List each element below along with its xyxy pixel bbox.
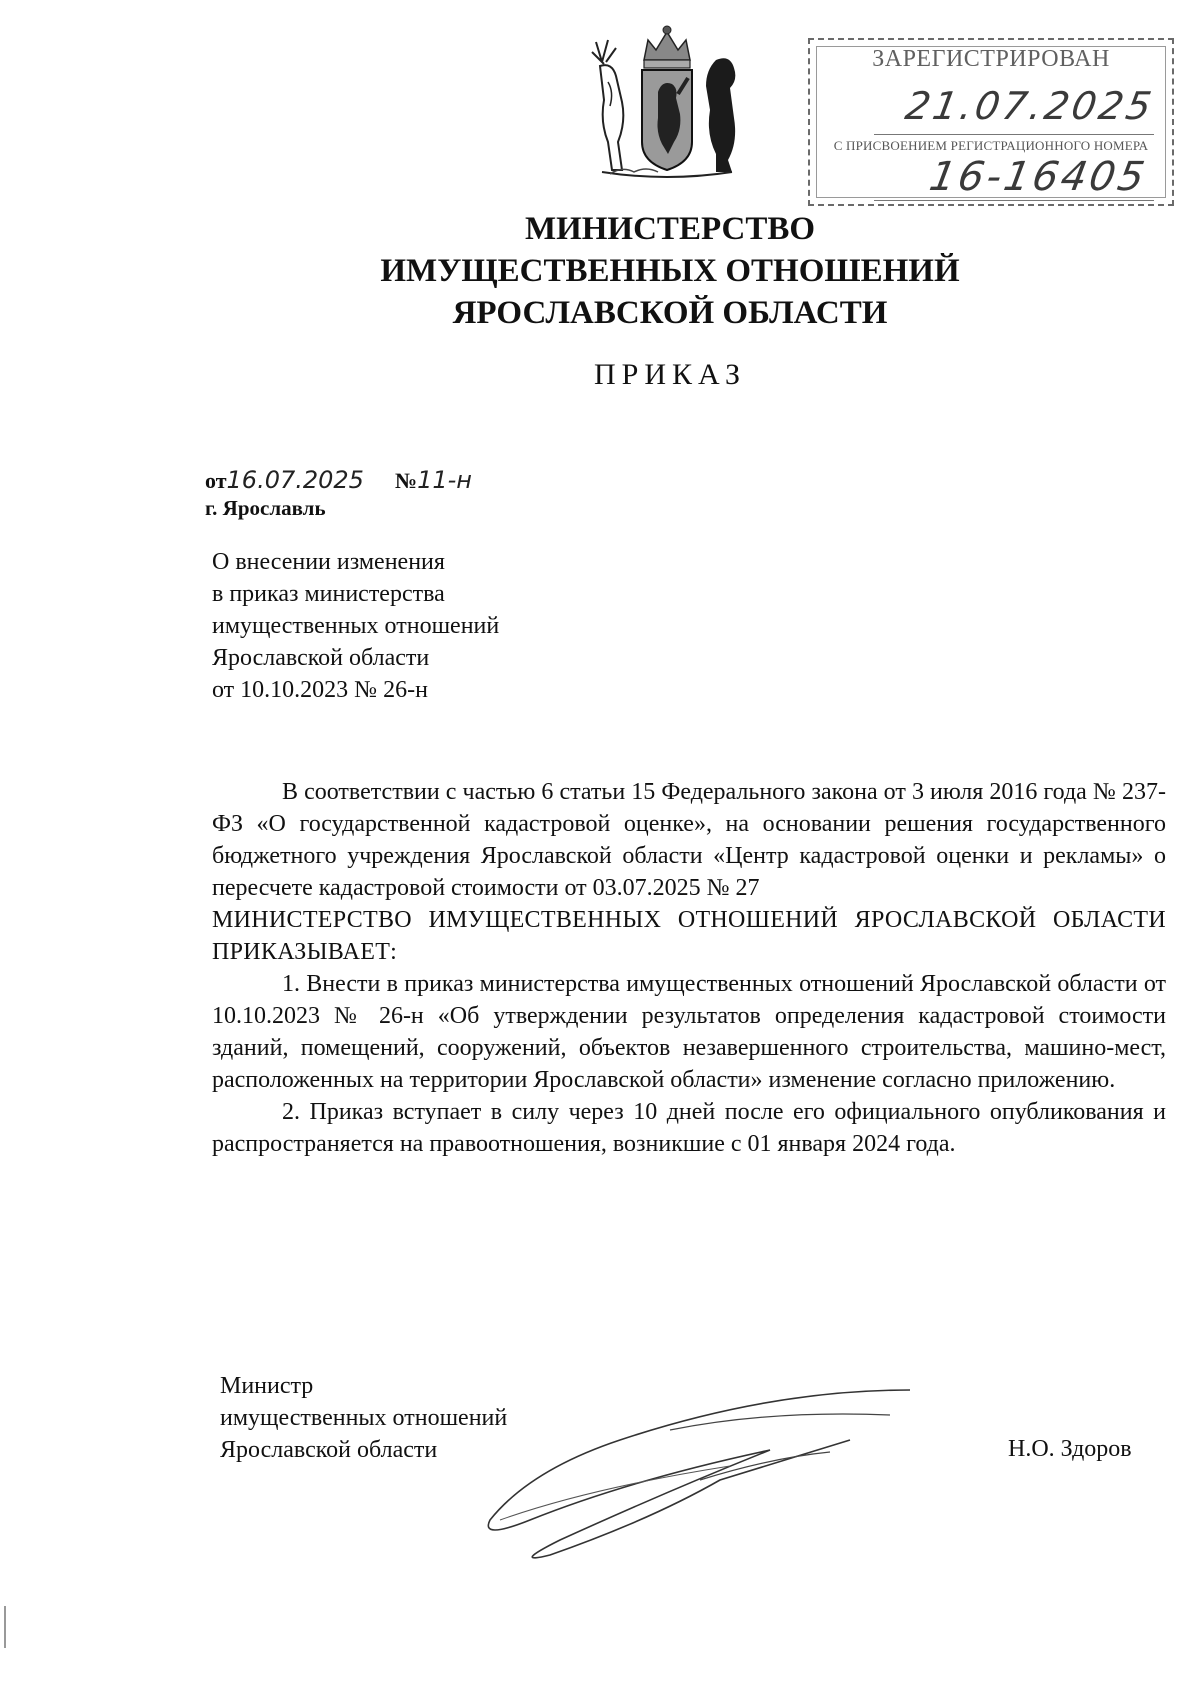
- document-type-title: ПРИКАЗ: [594, 358, 746, 391]
- subject-line: О внесении изменения: [212, 549, 445, 575]
- order-body: [212, 776, 1166, 1160]
- subject-line: в приказ министерства: [212, 581, 445, 607]
- order-subject: [212, 546, 632, 706]
- ministry-line: ИМУЩЕСТВЕННЫХ ОТНОШЕНИЙ: [380, 253, 960, 289]
- stamp-title: ЗАРЕГИСТРИРОВАН: [872, 46, 1110, 72]
- decree-paragraph: МИНИСТЕРСТВО ИМУЩЕСТВЕННЫХ ОТНОШЕНИЙ ЯРОСЛАВСКОЙ ОБЛАСТИ ПРИКАЗЫВАЕТ:: [212, 907, 1166, 965]
- subject-line: имущественных отношений: [212, 613, 500, 639]
- stamp-caption: С ПРИСВОЕНИЕМ РЕГИСТРАЦИОННОГО НОМЕРА: [833, 138, 1149, 153]
- coat-of-arms-emblem: [582, 22, 752, 182]
- number-prefix: №: [394, 468, 418, 493]
- order-item: 2. Приказ вступает в силу через 10 дней после его официального опубликования и распространяется на правоотношения, возникшие с 01 января 2024 года.: [212, 1099, 1166, 1157]
- signatory-title-line: имущественных отношений: [220, 1405, 508, 1431]
- handwritten-date: 16.07.2025: [226, 466, 364, 494]
- signatory-title-line: Министр: [220, 1373, 314, 1399]
- scan-edge-mark: [4, 1606, 6, 1648]
- stamp-handwritten-number: 16-16405: [925, 154, 1151, 200]
- order-item: 1. Внести в приказ министерства имущественных отношений Ярославской области от 10.10.2023 № 26-н «Об утверждении результатов определения кадастровой стоимости зданий, помещений, сооружений, объектов незавершенного строительства, машино-мест, расположенных на территории Ярославской области» изменение согласно приложению.: [212, 971, 1166, 1093]
- order-dateline: [205, 466, 472, 494]
- preamble-paragraph: В соответствии с частью 6 статьи 15 Федерального закона от 3 июля 2016 года № 237-ФЗ «О государственной кадастровой оценке», на основании решения государственного бюджетного учреждения Ярославской области «Центр кадастровой оценки и рекламы» о пересчете кадастровой стоимости от 03.07.2025 № 27: [212, 779, 1166, 901]
- signatory-title: [220, 1370, 507, 1466]
- subject-line: Ярославской области: [212, 645, 430, 671]
- ministry-line: МИНИСТЕРСТВО: [524, 211, 816, 247]
- handwritten-order-number: 11-н: [417, 466, 472, 494]
- stamp-handwritten-date: 21.07.2025: [902, 84, 1158, 128]
- ministry-heading: [0, 208, 1200, 334]
- subject-line: от 10.10.2023 № 26-н: [212, 677, 428, 703]
- date-prefix: от: [205, 468, 227, 493]
- signatory-name: Н.О. Здоров: [1008, 1436, 1132, 1462]
- handwritten-signature: [470, 1370, 990, 1570]
- registration-stamp: [808, 38, 1174, 206]
- city-line: г. Ярославль: [205, 496, 326, 520]
- signatory-title-line: Ярославской области: [220, 1437, 438, 1463]
- ministry-line: ЯРОСЛАВСКОЙ ОБЛАСТИ: [452, 295, 888, 331]
